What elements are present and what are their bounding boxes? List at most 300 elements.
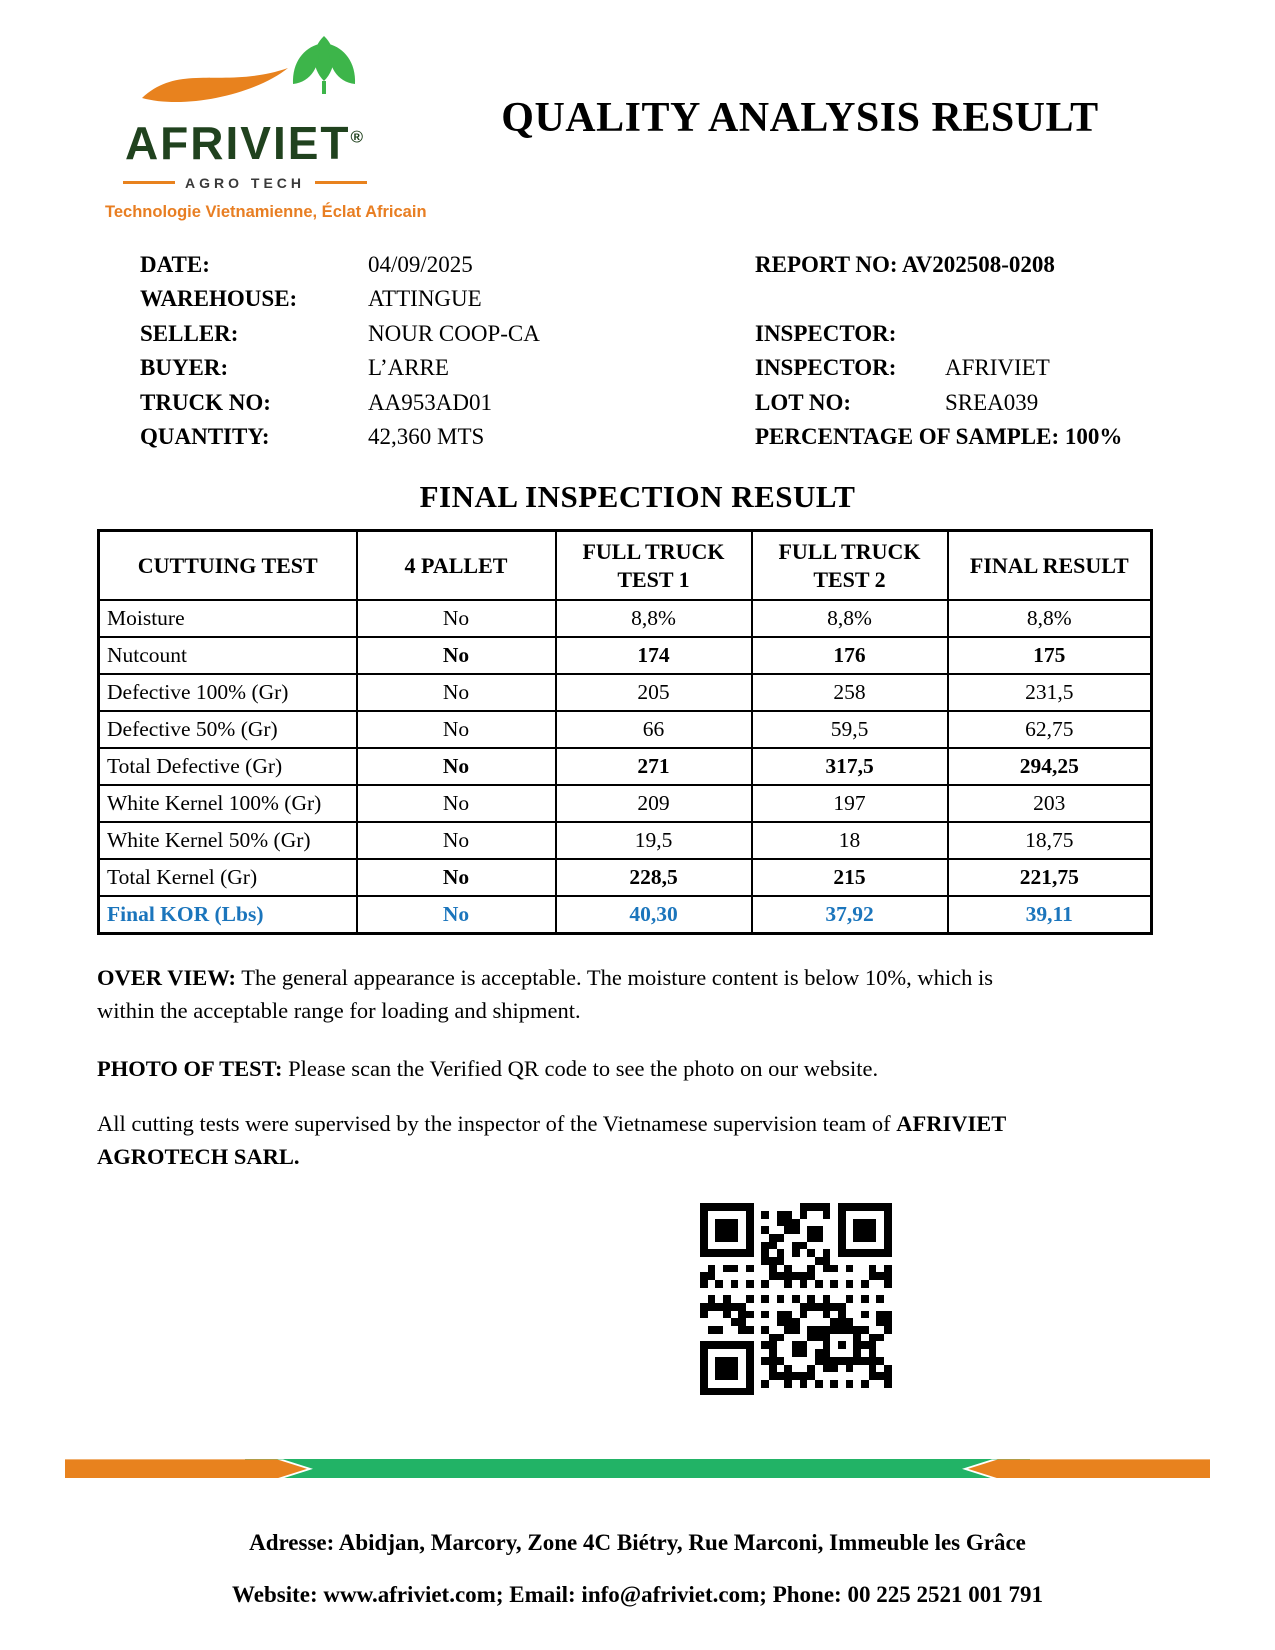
qr-module xyxy=(830,1272,838,1280)
qr-module xyxy=(792,1357,800,1365)
table-row xyxy=(99,637,1152,674)
qr-module xyxy=(800,1211,808,1219)
qr-module xyxy=(823,1211,831,1219)
qr-module xyxy=(815,1388,823,1396)
qr-module xyxy=(884,1372,892,1380)
table-cell: 258 xyxy=(752,674,948,711)
qr-module xyxy=(723,1249,731,1257)
qr-module xyxy=(746,1211,754,1219)
qr-module xyxy=(731,1242,739,1250)
qr-module xyxy=(823,1203,831,1211)
qr-module xyxy=(869,1203,877,1211)
qr-module xyxy=(738,1372,746,1380)
qr-module xyxy=(715,1372,723,1380)
table-cell: 197 xyxy=(752,785,948,822)
qr-module xyxy=(861,1280,869,1288)
meta-row xyxy=(140,424,1275,459)
qr-module xyxy=(784,1288,792,1296)
table-cell: Moisture xyxy=(99,600,357,637)
divider-orange-right-arrow xyxy=(968,1459,1210,1478)
table-row xyxy=(99,785,1152,822)
qr-module xyxy=(823,1388,831,1396)
qr-module xyxy=(800,1280,808,1288)
qr-module xyxy=(792,1372,800,1380)
qr-module xyxy=(807,1280,815,1288)
qr-module xyxy=(846,1365,854,1373)
qr-module xyxy=(708,1280,716,1288)
qr-module xyxy=(792,1242,800,1250)
qr-module xyxy=(708,1219,716,1227)
qr-module xyxy=(830,1388,838,1396)
qr-module xyxy=(807,1357,815,1365)
table-cell: No xyxy=(357,711,556,748)
qr-module xyxy=(723,1303,731,1311)
qr-module xyxy=(700,1211,708,1219)
qr-module xyxy=(746,1388,754,1396)
qr-module xyxy=(761,1372,769,1380)
qr-module xyxy=(754,1341,762,1349)
meta-row xyxy=(140,252,1275,287)
meta-label: INSPECTOR: xyxy=(755,320,897,346)
qr-module xyxy=(746,1234,754,1242)
qr-module xyxy=(800,1265,808,1273)
qr-module xyxy=(823,1311,831,1319)
qr-module xyxy=(884,1211,892,1219)
qr-module xyxy=(738,1226,746,1234)
qr-module xyxy=(884,1334,892,1342)
qr-module xyxy=(853,1357,861,1365)
table-cell: 40,30 xyxy=(556,896,752,933)
qr-module xyxy=(869,1280,877,1288)
table-header-cell: CUTTUING TEST xyxy=(99,530,357,600)
qr-module xyxy=(708,1365,716,1373)
qr-module xyxy=(792,1234,800,1242)
qr-module xyxy=(823,1380,831,1388)
qr-module xyxy=(761,1272,769,1280)
qr-module xyxy=(823,1280,831,1288)
qr-module xyxy=(731,1280,739,1288)
qr-module xyxy=(861,1249,869,1257)
qr-module xyxy=(853,1249,861,1257)
divider-orange-left-arrow xyxy=(65,1459,307,1478)
qr-module xyxy=(769,1226,777,1234)
qr-module xyxy=(800,1349,808,1357)
qr-module xyxy=(815,1311,823,1319)
qr-module xyxy=(884,1288,892,1296)
qr-module xyxy=(853,1219,861,1227)
qr-module xyxy=(761,1365,769,1373)
table-cell: No xyxy=(357,785,556,822)
qr-module xyxy=(708,1272,716,1280)
qr-module xyxy=(884,1349,892,1357)
qr-module xyxy=(861,1242,869,1250)
qr-module xyxy=(731,1288,739,1296)
qr-module xyxy=(884,1234,892,1242)
qr-module xyxy=(815,1211,823,1219)
qr-module xyxy=(708,1303,716,1311)
qr-module xyxy=(746,1311,754,1319)
qr-module xyxy=(700,1272,708,1280)
qr-module xyxy=(784,1365,792,1373)
table-cell: Nutcount xyxy=(99,637,357,674)
qr-module xyxy=(800,1311,808,1319)
verified-qr-code xyxy=(700,1203,892,1395)
table-row xyxy=(99,822,1152,859)
table-cell: No xyxy=(357,748,556,785)
qr-module xyxy=(800,1288,808,1296)
qr-module xyxy=(853,1334,861,1342)
qr-module xyxy=(746,1341,754,1349)
qr-module xyxy=(723,1349,731,1357)
table-cell: 203 xyxy=(948,785,1152,822)
qr-module xyxy=(861,1272,869,1280)
qr-module xyxy=(754,1326,762,1334)
qr-module xyxy=(708,1265,716,1273)
qr-module xyxy=(761,1203,769,1211)
qr-module xyxy=(761,1265,769,1273)
qr-module xyxy=(754,1365,762,1373)
meta-row xyxy=(140,286,1275,321)
qr-module xyxy=(823,1272,831,1280)
qr-module xyxy=(884,1257,892,1265)
qr-module xyxy=(777,1372,785,1380)
qr-module xyxy=(830,1311,838,1319)
qr-module xyxy=(761,1295,769,1303)
meta-label: INSPECTOR: xyxy=(755,355,897,381)
qr-module xyxy=(838,1219,846,1227)
qr-module xyxy=(861,1295,869,1303)
qr-module xyxy=(846,1295,854,1303)
qr-module xyxy=(777,1311,785,1319)
table-cell: 174 xyxy=(556,637,752,674)
qr-module xyxy=(853,1303,861,1311)
qr-module xyxy=(830,1226,838,1234)
qr-module xyxy=(807,1326,815,1334)
table-cell: No xyxy=(357,637,556,674)
qr-module xyxy=(800,1388,808,1396)
qr-module xyxy=(769,1341,777,1349)
qr-module xyxy=(869,1295,877,1303)
table-cell: 39,11 xyxy=(948,896,1152,933)
qr-module xyxy=(723,1280,731,1288)
qr-module xyxy=(784,1203,792,1211)
qr-module xyxy=(715,1365,723,1373)
qr-module xyxy=(761,1380,769,1388)
qr-module xyxy=(784,1226,792,1234)
qr-module xyxy=(738,1257,746,1265)
qr-module xyxy=(884,1280,892,1288)
qr-module xyxy=(792,1288,800,1296)
table-cell: Total Defective (Gr) xyxy=(99,748,357,785)
table-row xyxy=(99,711,1152,748)
qr-module xyxy=(723,1365,731,1373)
meta-label: BUYER: xyxy=(140,355,229,381)
qr-module xyxy=(746,1365,754,1373)
qr-module xyxy=(769,1380,777,1388)
qr-module xyxy=(731,1388,739,1396)
brand-text: AFRIVIET xyxy=(124,117,351,169)
qr-module xyxy=(807,1372,815,1380)
table-cell: 317,5 xyxy=(752,748,948,785)
qr-module xyxy=(769,1318,777,1326)
qr-module xyxy=(784,1234,792,1242)
qr-module xyxy=(792,1388,800,1396)
qr-module xyxy=(700,1280,708,1288)
qr-module xyxy=(731,1303,739,1311)
qr-module xyxy=(838,1357,846,1365)
table-cell: 8,8% xyxy=(556,600,752,637)
qr-module xyxy=(853,1272,861,1280)
qr-module xyxy=(761,1334,769,1342)
qr-module xyxy=(715,1280,723,1288)
qr-module xyxy=(869,1288,877,1296)
qr-module xyxy=(700,1303,708,1311)
qr-module xyxy=(738,1341,746,1349)
table-cell: 66 xyxy=(556,711,752,748)
qr-module xyxy=(869,1303,877,1311)
qr-module xyxy=(815,1249,823,1257)
qr-module xyxy=(861,1318,869,1326)
qr-module xyxy=(761,1211,769,1219)
qr-module xyxy=(792,1326,800,1334)
overview-text: The general appearance is acceptable. The moisture content is below 10%, which is within the acceptable range for loading and shipment. xyxy=(97,964,994,1024)
qr-module xyxy=(807,1365,815,1373)
metadata-section xyxy=(140,252,1275,459)
qr-module xyxy=(869,1318,877,1326)
qr-module xyxy=(723,1326,731,1334)
table-cell: 8,8% xyxy=(948,600,1152,637)
qr-module xyxy=(846,1318,854,1326)
qr-module xyxy=(777,1272,785,1280)
qr-module xyxy=(846,1257,854,1265)
qr-module xyxy=(861,1226,869,1234)
qr-module xyxy=(884,1388,892,1396)
qr-module xyxy=(800,1203,808,1211)
qr-module xyxy=(876,1349,884,1357)
table-cell: 18 xyxy=(752,822,948,859)
brand-tagline: Technologie Vietnamienne, Éclat Africain xyxy=(105,202,427,221)
photo-paragraph xyxy=(97,1052,1055,1085)
qr-module xyxy=(746,1203,754,1211)
qr-module xyxy=(723,1272,731,1280)
qr-module xyxy=(861,1357,869,1365)
qr-module xyxy=(723,1226,731,1234)
qr-module xyxy=(807,1349,815,1357)
table-cell: Defective 50% (Gr) xyxy=(99,711,357,748)
qr-module xyxy=(792,1380,800,1388)
qr-module xyxy=(876,1257,884,1265)
qr-module xyxy=(738,1242,746,1250)
qr-module xyxy=(838,1257,846,1265)
qr-module xyxy=(761,1349,769,1357)
meta-label: QUANTITY: xyxy=(140,424,270,450)
qr-module xyxy=(876,1357,884,1365)
qr-module xyxy=(761,1318,769,1326)
supervision-bold-text: AFRIVIET AGROTECH SARL. xyxy=(97,1110,1006,1170)
qr-module xyxy=(700,1311,708,1319)
table-cell: No xyxy=(357,822,556,859)
qr-module xyxy=(800,1234,808,1242)
qr-module xyxy=(723,1234,731,1242)
table-row xyxy=(99,748,1152,785)
qr-module xyxy=(853,1203,861,1211)
qr-module xyxy=(777,1318,785,1326)
qr-module xyxy=(754,1265,762,1273)
qr-module xyxy=(715,1341,723,1349)
qr-module xyxy=(700,1326,708,1334)
qr-module xyxy=(876,1372,884,1380)
qr-module xyxy=(731,1219,739,1227)
qr-module xyxy=(746,1380,754,1388)
qr-module xyxy=(761,1219,769,1227)
qr-module xyxy=(754,1257,762,1265)
qr-module xyxy=(876,1334,884,1342)
qr-module xyxy=(869,1357,877,1365)
qr-module xyxy=(738,1311,746,1319)
qr-module xyxy=(754,1272,762,1280)
qr-module xyxy=(884,1318,892,1326)
qr-module xyxy=(800,1242,808,1250)
qr-module xyxy=(708,1249,716,1257)
qr-module xyxy=(777,1365,785,1373)
qr-module xyxy=(708,1349,716,1357)
qr-module xyxy=(838,1311,846,1319)
qr-module xyxy=(738,1280,746,1288)
qr-module xyxy=(715,1257,723,1265)
qr-module xyxy=(777,1226,785,1234)
qr-module xyxy=(861,1219,869,1227)
qr-module xyxy=(807,1295,815,1303)
qr-module xyxy=(777,1219,785,1227)
qr-module xyxy=(738,1318,746,1326)
qr-module xyxy=(876,1326,884,1334)
qr-module xyxy=(823,1226,831,1234)
qr-module xyxy=(807,1211,815,1219)
qr-module xyxy=(800,1318,808,1326)
qr-module xyxy=(792,1365,800,1373)
qr-module xyxy=(731,1203,739,1211)
qr-module xyxy=(769,1242,777,1250)
qr-module xyxy=(853,1257,861,1265)
qr-module xyxy=(830,1219,838,1227)
qr-module xyxy=(784,1272,792,1280)
table-cell: No xyxy=(357,600,556,637)
qr-module xyxy=(861,1380,869,1388)
qr-module xyxy=(830,1257,838,1265)
table-cell: No xyxy=(357,674,556,711)
subtitle-rule-right xyxy=(315,181,367,184)
qr-module xyxy=(823,1257,831,1265)
table-cell: 215 xyxy=(752,859,948,896)
qr-module xyxy=(738,1211,746,1219)
qr-module xyxy=(700,1288,708,1296)
qr-module xyxy=(784,1242,792,1250)
qr-module xyxy=(853,1365,861,1373)
qr-module xyxy=(838,1272,846,1280)
qr-module xyxy=(869,1265,877,1273)
qr-module xyxy=(823,1219,831,1227)
qr-module xyxy=(700,1365,708,1373)
qr-module xyxy=(769,1311,777,1319)
qr-module xyxy=(869,1272,877,1280)
qr-module xyxy=(869,1219,877,1227)
qr-module xyxy=(715,1272,723,1280)
qr-module xyxy=(823,1357,831,1365)
qr-module xyxy=(738,1272,746,1280)
qr-module xyxy=(792,1203,800,1211)
qr-module xyxy=(754,1288,762,1296)
qr-module xyxy=(754,1318,762,1326)
qr-module xyxy=(784,1326,792,1334)
qr-module xyxy=(715,1211,723,1219)
qr-module xyxy=(846,1341,854,1349)
qr-module xyxy=(715,1249,723,1257)
qr-module xyxy=(807,1288,815,1296)
qr-module xyxy=(792,1265,800,1273)
table-header-cell: FINAL RESULT xyxy=(948,530,1152,600)
qr-module xyxy=(869,1211,877,1219)
qr-module xyxy=(708,1341,716,1349)
report-header xyxy=(0,0,1275,222)
qr-module xyxy=(853,1318,861,1326)
qr-module xyxy=(723,1203,731,1211)
qr-module xyxy=(800,1219,808,1227)
qr-module xyxy=(823,1303,831,1311)
qr-module xyxy=(777,1280,785,1288)
qr-module xyxy=(869,1349,877,1357)
qr-module xyxy=(807,1242,815,1250)
brand-subtitle-row xyxy=(123,175,367,191)
qr-module xyxy=(754,1380,762,1388)
qr-code-grid xyxy=(700,1203,892,1395)
qr-module xyxy=(853,1226,861,1234)
qr-module xyxy=(731,1349,739,1357)
qr-module xyxy=(800,1249,808,1257)
qr-module xyxy=(761,1341,769,1349)
qr-module xyxy=(777,1295,785,1303)
qr-module xyxy=(869,1242,877,1250)
qr-module xyxy=(754,1234,762,1242)
registered-mark-icon: ® xyxy=(350,127,366,147)
qr-module xyxy=(807,1257,815,1265)
meta-label: DATE: xyxy=(140,251,210,277)
qr-module xyxy=(800,1365,808,1373)
qr-module xyxy=(784,1265,792,1273)
qr-module xyxy=(792,1211,800,1219)
qr-module xyxy=(853,1380,861,1388)
meta-value: AA953AD01 xyxy=(368,389,492,415)
qr-module xyxy=(838,1295,846,1303)
qr-module xyxy=(792,1226,800,1234)
qr-module xyxy=(876,1242,884,1250)
qr-module xyxy=(708,1318,716,1326)
qr-module xyxy=(846,1226,854,1234)
qr-module xyxy=(769,1295,777,1303)
divider-green-bar xyxy=(245,1459,1030,1478)
qr-module xyxy=(823,1249,831,1257)
qr-module xyxy=(708,1257,716,1265)
meta-value: 04/09/2025 xyxy=(368,251,473,277)
qr-module xyxy=(723,1242,731,1250)
qr-module xyxy=(723,1219,731,1227)
qr-module xyxy=(715,1295,723,1303)
qr-module xyxy=(830,1265,838,1273)
qr-module xyxy=(738,1234,746,1242)
qr-module xyxy=(708,1388,716,1396)
qr-module xyxy=(769,1365,777,1373)
qr-module xyxy=(708,1288,716,1296)
qr-module xyxy=(823,1341,831,1349)
